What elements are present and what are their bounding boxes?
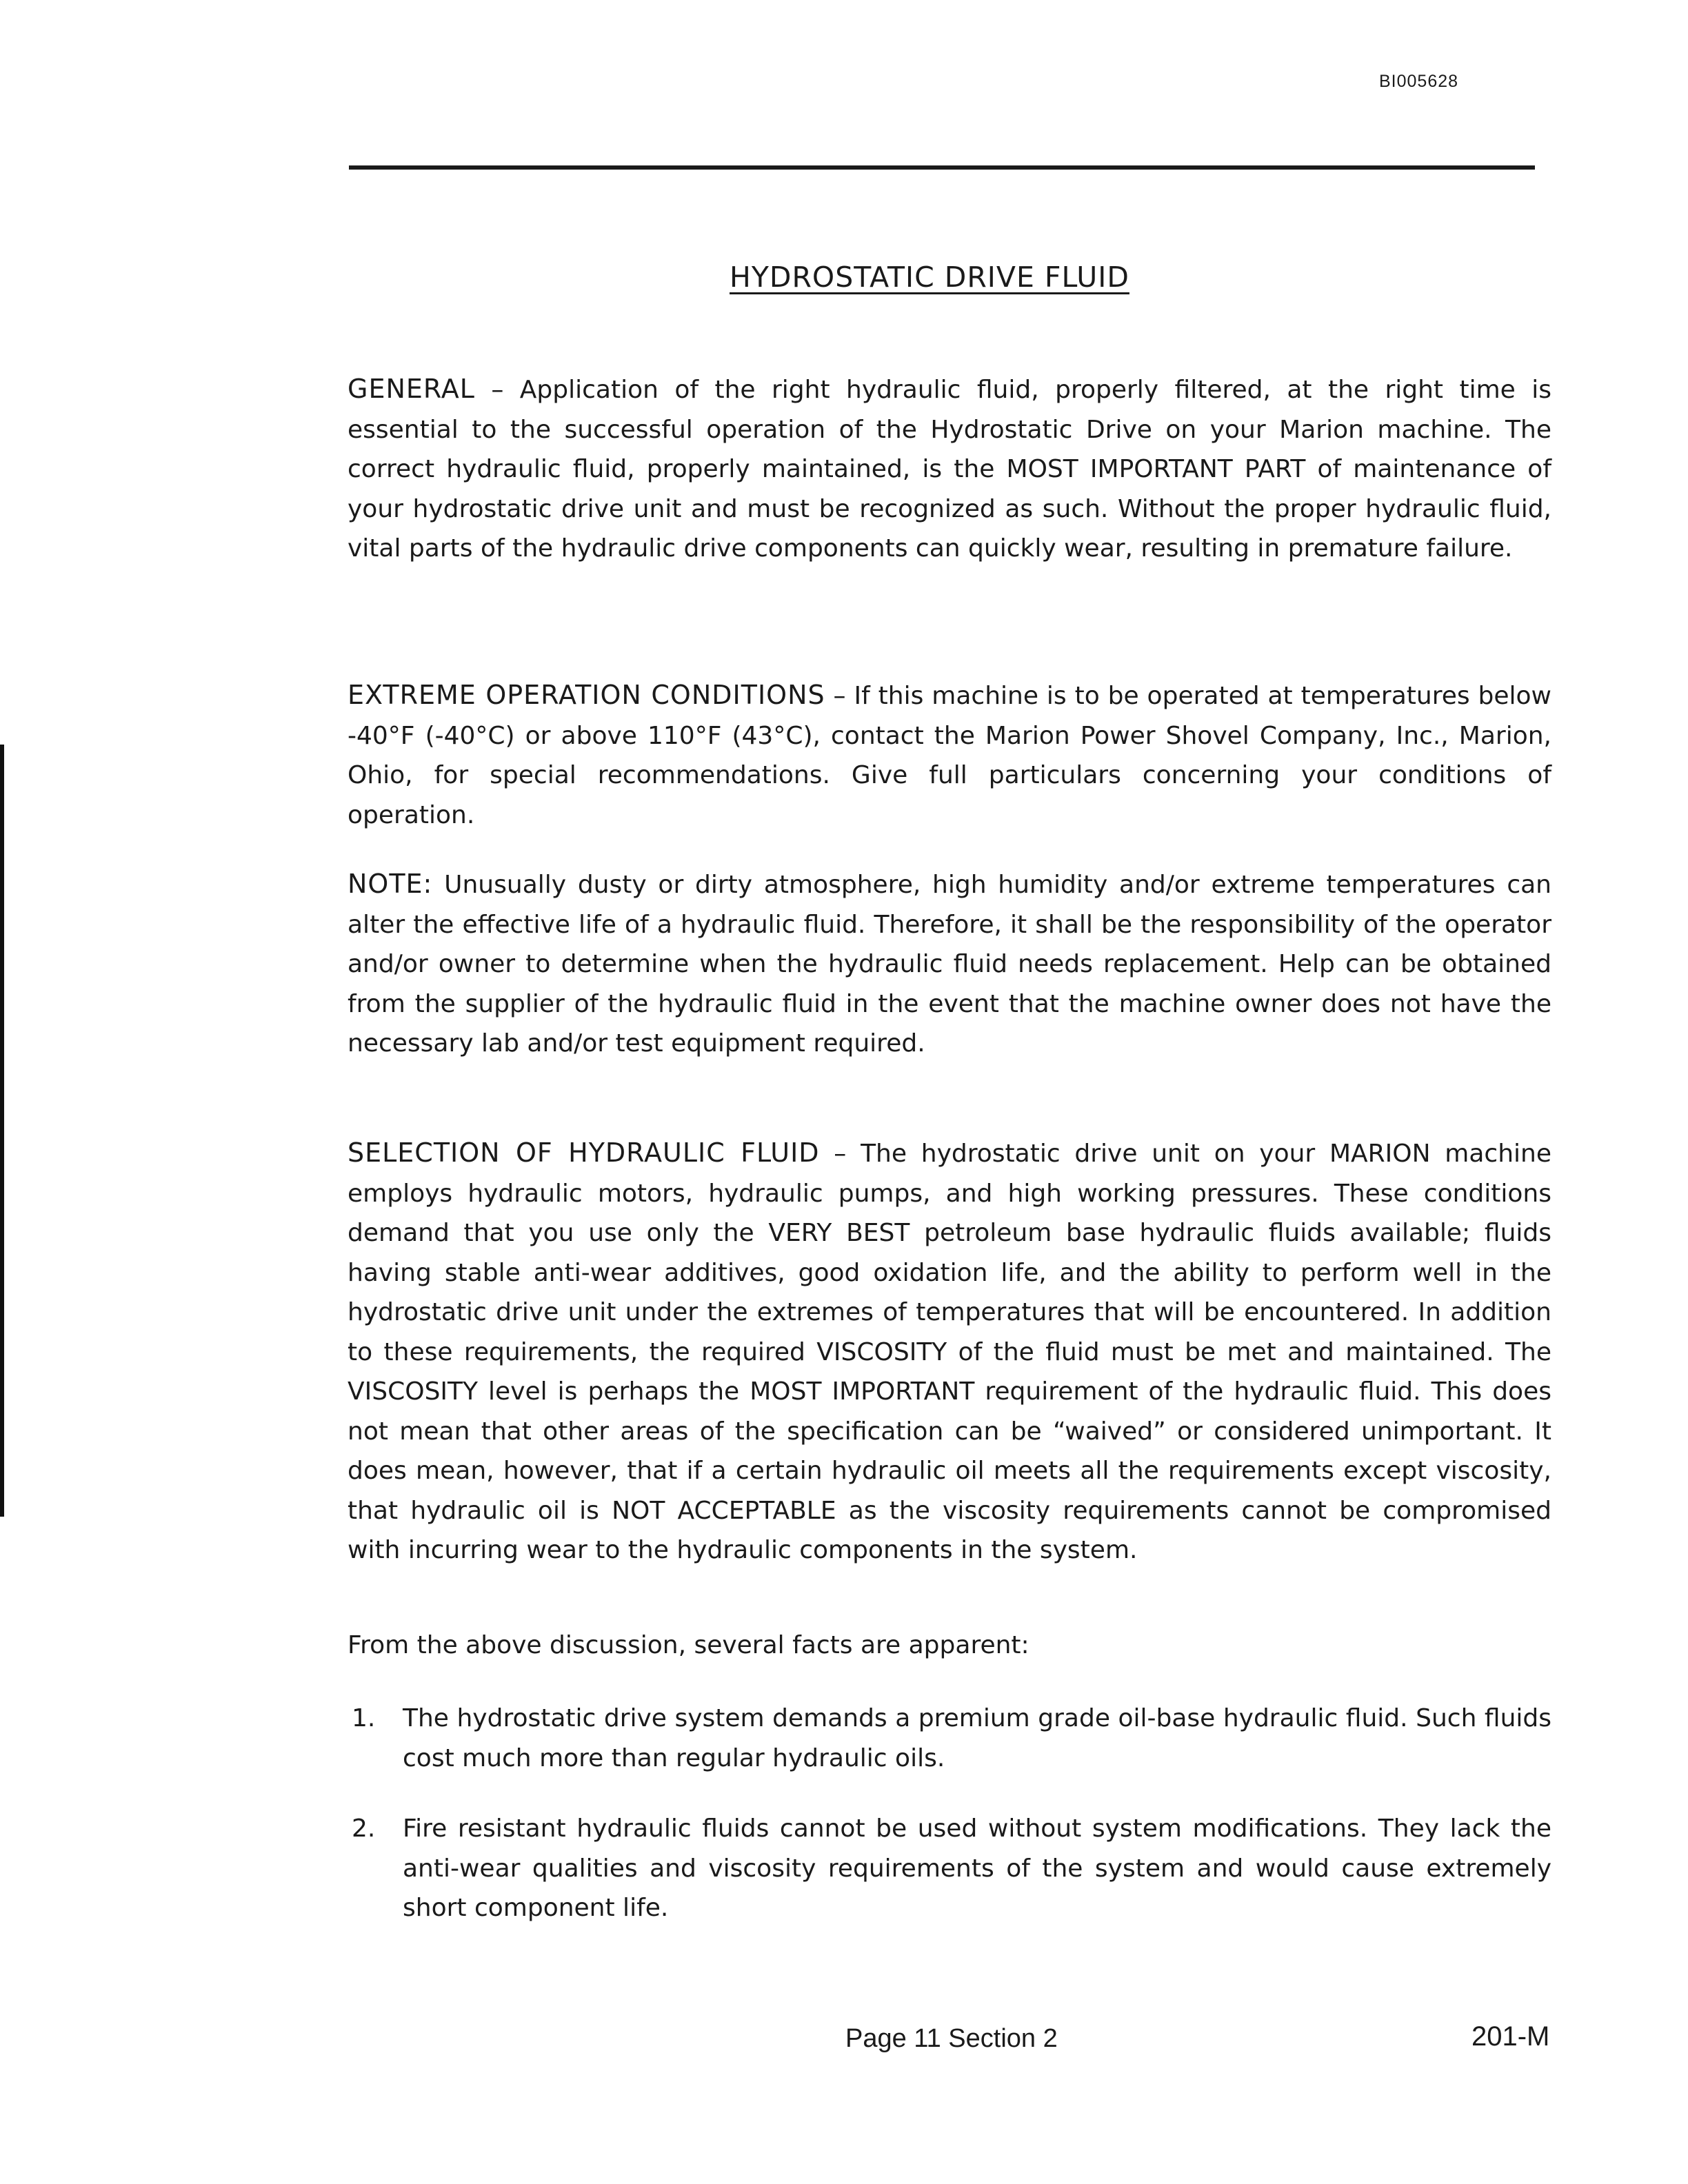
scan-edge-mark	[0, 745, 4, 1517]
selection-separator: –	[819, 1140, 861, 1168]
page-number: Page 11 Section 2	[845, 2024, 1058, 2053]
document-code: 201-M	[1471, 2021, 1550, 2052]
note-text: Unusually dusty or dirty atmosphere, high humidity and/or extreme temperatures can alter the effective life of a hydraulic fluid. Therefore, it shall be the responsibility of the operator and/or owner to determine when the hydraulic fluid needs replacement. Help can be obtained from the supplier of the hydraulic fluid in the event that the machine owner does not have the necessary lab and/or test equipment required.	[348, 871, 1551, 1058]
extreme-paragraph	[348, 676, 1551, 835]
list-item-number: 2.	[352, 1814, 376, 1843]
list-item	[352, 1809, 1551, 1928]
selection-heading: SELECTION OF HYDRAULIC FLUID	[348, 1138, 820, 1168]
general-paragraph	[348, 370, 1551, 569]
list-item-number: 1.	[352, 1704, 376, 1732]
selection-text: The hydrostatic drive unit on your MARION machine employs hydraulic motors, hydraulic pumps, and high working pressures. These conditions demand that you use only the VERY BEST petroleum base hydraulic fluids available; fluids having stable anti-wear additives, good oxidation life, and the ability to perform well in the hydrostatic drive unit under the extremes of temperatures that will be encountered. In addition to these requirements, the required VISCOSITY of the fluid must be met and maintained. The VISCOSITY level is perhaps the MOST IMPORTANT requirement of the hydraulic fluid. This does not mean that other areas of the specification can be “waived” or considered unimportant. It does mean, however, that if a certain hydraulic oil meets all the requirements except viscosity, that hydraulic oil is NOT ACCEPTABLE as the viscosity requirements cannot be compromised with incurring wear to the hydraulic components in the system.	[348, 1140, 1552, 1564]
note-paragraph	[348, 865, 1551, 1064]
note-heading: NOTE:	[348, 869, 433, 899]
facts-intro: From the above discussion, several facts are apparent:	[348, 1631, 1029, 1659]
extreme-text: If this machine is to be operated at temperatures below -40°F (-40°C) or above 110°F (43°C), contact the Marion Power Shovel Company, Inc., Marion, Ohio, for special recommendations. Give full particulars concerning your conditions of operation.	[348, 682, 1552, 829]
general-separator: –	[474, 376, 520, 404]
page-title: HYDROSTATIC DRIVE FLUID	[730, 261, 1129, 294]
selection-paragraph	[348, 1133, 1551, 1570]
list-item-text: The hydrostatic drive system demands a premium grade oil-base hydraulic fluid. Such fluids cost much more than regular hydraulic oils.	[403, 1704, 1551, 1772]
extreme-heading: EXTREME OPERATION CONDITIONS	[348, 680, 825, 710]
list-item	[352, 1699, 1551, 1778]
general-text: Application of the right hydraulic fluid, properly filtered, at the right time is essential to the successful operation of the Hydrostatic Drive on your Marion machine. The correct hydraulic fluid, properly maintained, is the MOST IMPORTANT PART of maintenance of your hydrostatic drive unit and must be recognized as such. Without the proper hydraulic fluid, vital parts of the hydraulic drive components can quickly wear, resulting in premature failure.	[348, 376, 1551, 563]
note-separator	[432, 871, 444, 899]
document-id: BI005628	[1379, 72, 1459, 91]
list-item-text: Fire resistant hydraulic fluids cannot be used without system modifications. They lack the anti-wear qualities and viscosity requirements of the system and would cause extremely short component life.	[403, 1814, 1551, 1922]
general-heading: GENERAL	[348, 374, 475, 404]
header-rule	[349, 165, 1535, 170]
extreme-separator: –	[825, 682, 854, 710]
